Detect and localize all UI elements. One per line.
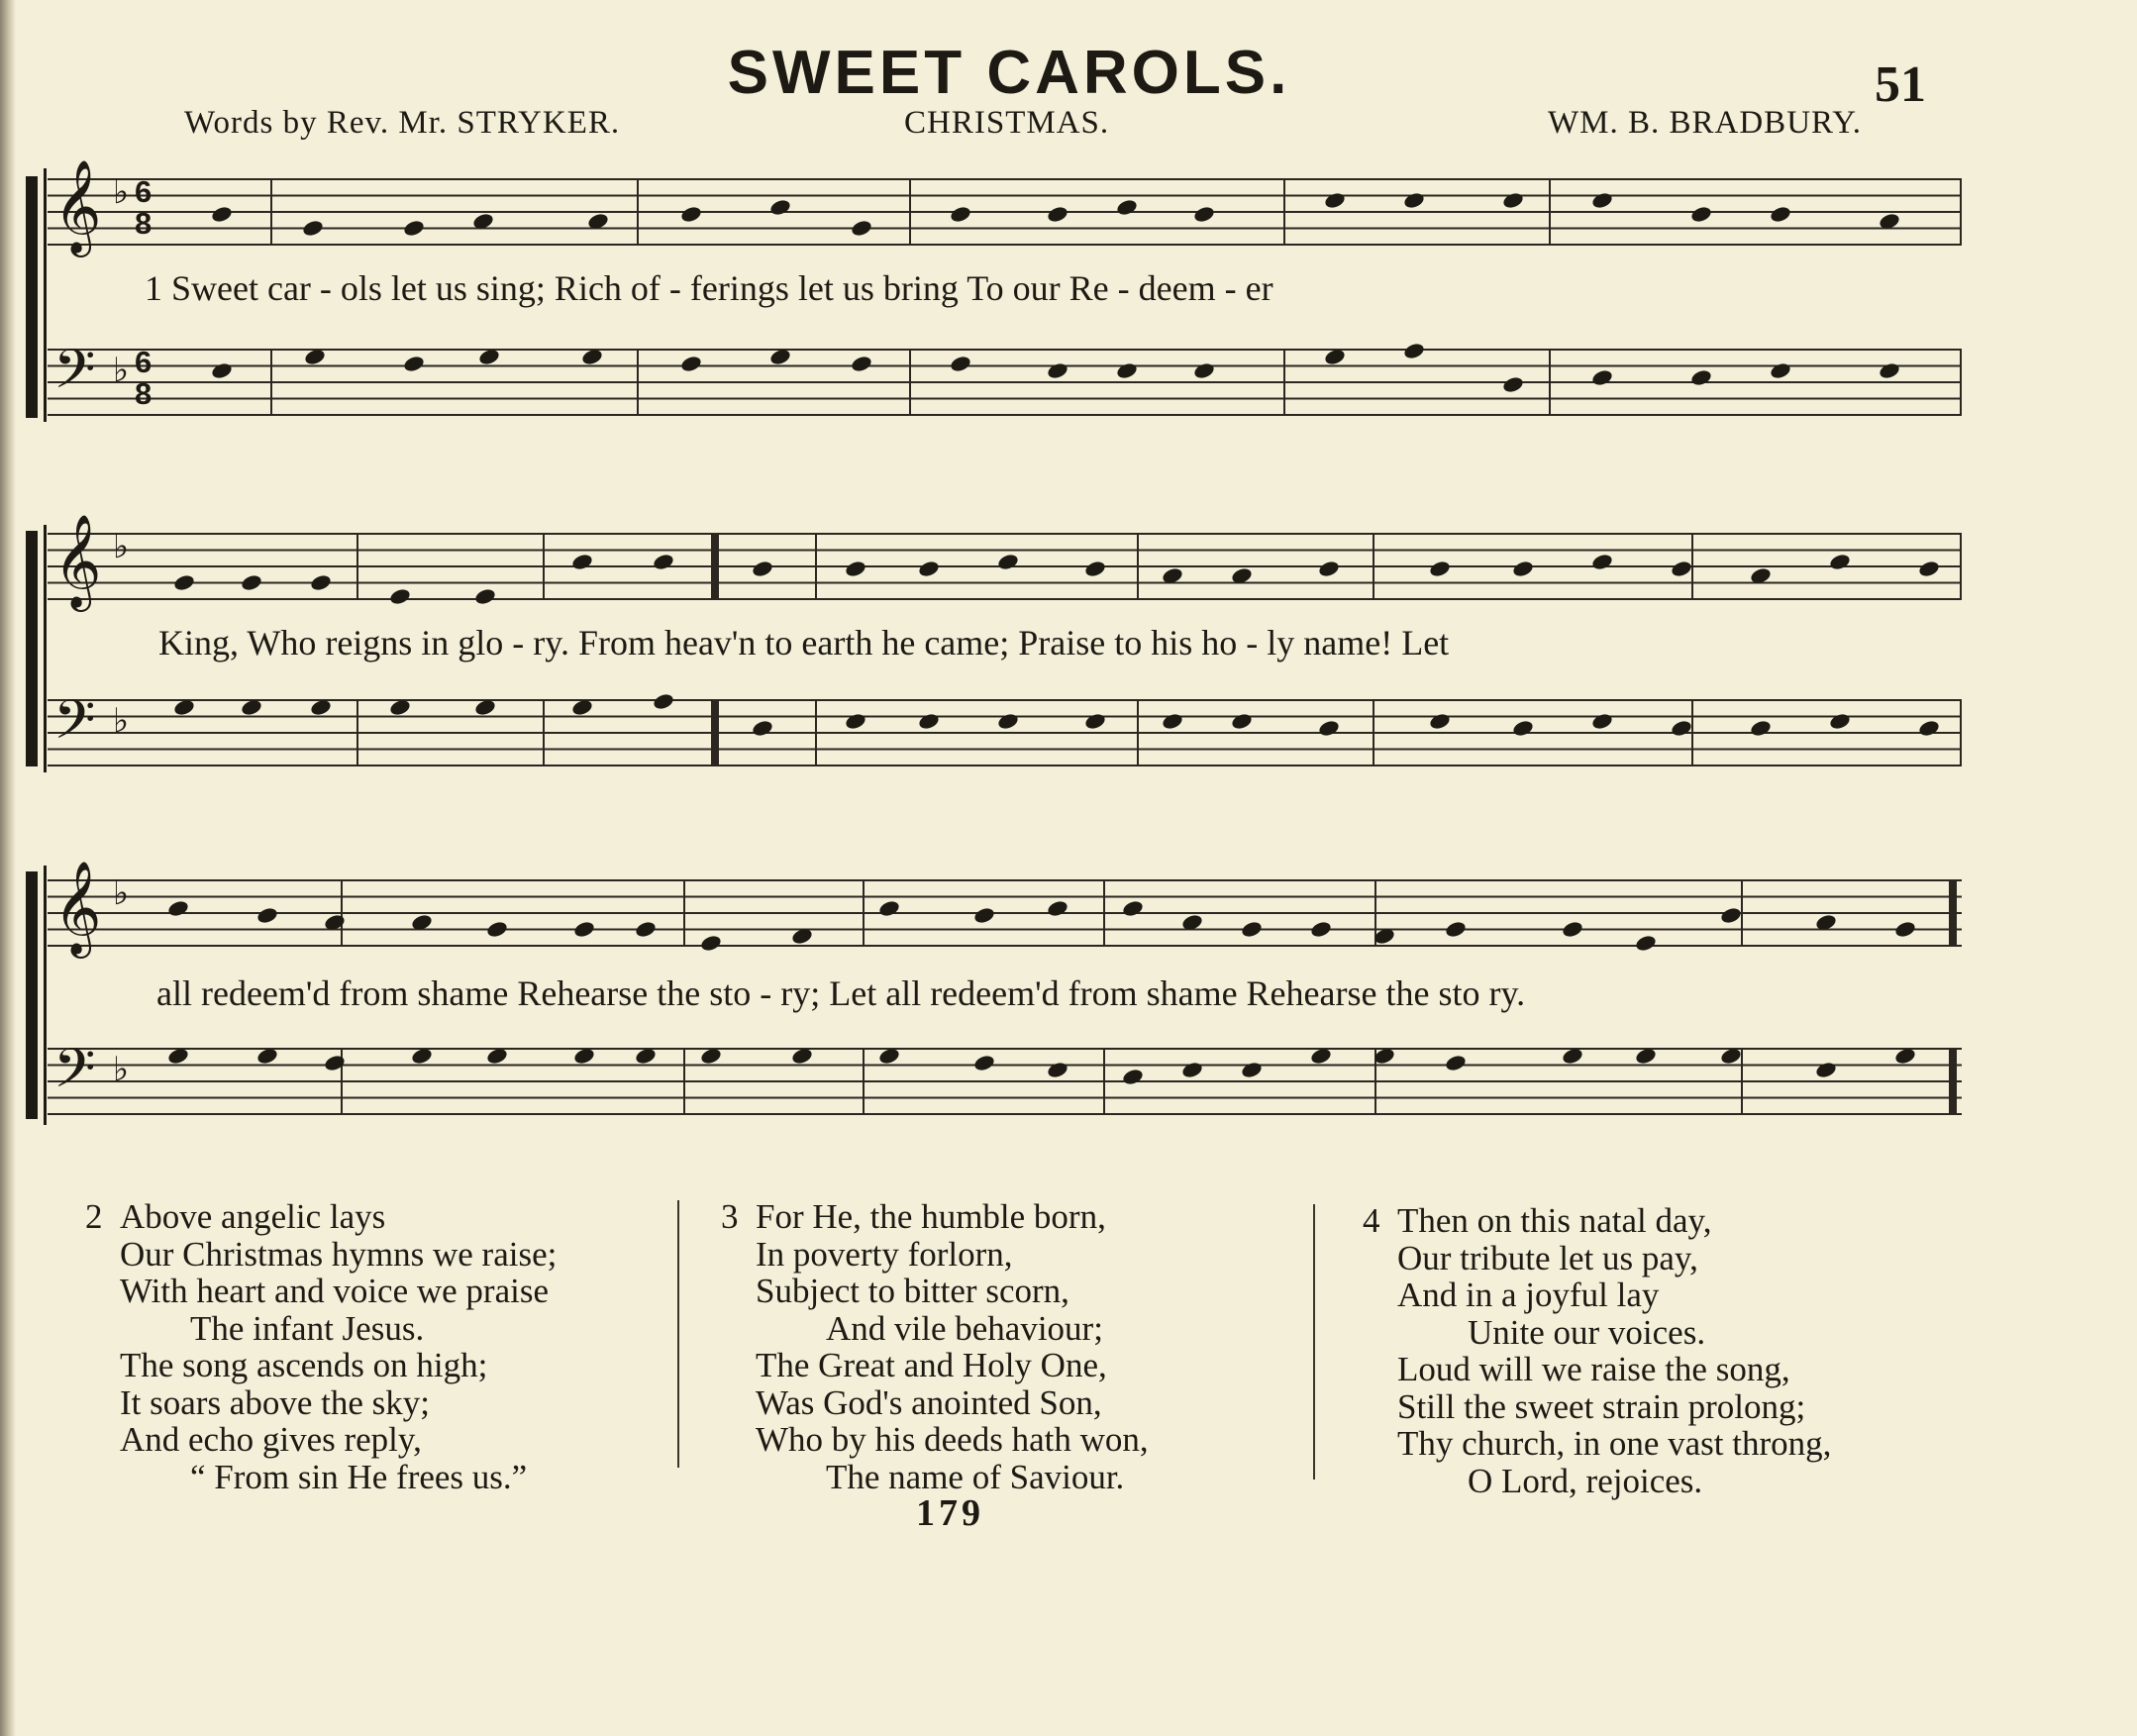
time-signature-bottom: 8 bbox=[135, 206, 153, 241]
verse-line: The Great and Holy One, bbox=[756, 1346, 1107, 1384]
note bbox=[1180, 913, 1203, 933]
note bbox=[1501, 375, 1524, 395]
barline bbox=[683, 1048, 685, 1115]
note bbox=[917, 712, 940, 732]
barline bbox=[1373, 533, 1374, 600]
note bbox=[580, 348, 603, 367]
barline bbox=[1960, 533, 1962, 600]
barline bbox=[1103, 1048, 1105, 1115]
barline bbox=[270, 349, 272, 416]
barline bbox=[1103, 879, 1105, 947]
bass-clef-icon: 𝄢 bbox=[53, 1040, 96, 1112]
verse-line: Who by his deeds hath won, bbox=[756, 1420, 1149, 1459]
note bbox=[1561, 1047, 1583, 1067]
time-signature-top: 6 bbox=[135, 345, 153, 379]
lyric-line: 1 Sweet car - ols let us sing; Rich of - ferings let us bring To our Re - deem - er bbox=[145, 268, 1273, 308]
words-credit: Words by Rev. Mr. STRYKER. bbox=[184, 105, 621, 141]
note bbox=[172, 698, 195, 718]
verse-2 bbox=[85, 1198, 557, 1495]
note bbox=[477, 348, 500, 367]
note bbox=[699, 1047, 722, 1067]
note bbox=[1828, 553, 1851, 572]
note bbox=[850, 219, 872, 239]
time-signature-top: 6 bbox=[135, 174, 153, 209]
note bbox=[410, 913, 433, 933]
note bbox=[996, 712, 1019, 732]
note bbox=[1769, 361, 1791, 381]
flat-icon: ♭ bbox=[113, 875, 130, 912]
time-signature bbox=[135, 176, 152, 240]
note bbox=[1317, 560, 1340, 579]
note bbox=[1428, 560, 1451, 579]
verse-line: Then on this natal day, bbox=[1397, 1201, 1712, 1240]
note bbox=[1878, 212, 1900, 232]
note bbox=[473, 698, 496, 718]
verse-line: The song ascends on high; bbox=[120, 1346, 488, 1384]
note bbox=[1192, 205, 1215, 225]
note bbox=[1749, 566, 1772, 586]
bass-staff bbox=[48, 691, 1962, 766]
note bbox=[1893, 920, 1916, 940]
note bbox=[1689, 205, 1712, 225]
verse-line: And vile behaviour; bbox=[826, 1308, 1103, 1348]
verse-line: Thy church, in one vast throng, bbox=[1397, 1424, 1832, 1463]
note bbox=[1083, 712, 1106, 732]
barline bbox=[1549, 178, 1551, 246]
note bbox=[309, 573, 332, 593]
note bbox=[634, 920, 657, 940]
note bbox=[388, 587, 411, 607]
verse-line: Was God's anointed Son, bbox=[756, 1382, 1102, 1422]
barline bbox=[863, 879, 865, 947]
barline bbox=[1960, 178, 1962, 246]
note bbox=[166, 899, 189, 919]
note bbox=[388, 698, 411, 718]
barline bbox=[1741, 879, 1743, 947]
verse-line: Unite our voices. bbox=[1468, 1312, 1706, 1352]
note bbox=[301, 219, 324, 239]
system-brace bbox=[26, 871, 38, 1119]
bass-clef-icon: 𝄢 bbox=[53, 341, 96, 413]
verse-divider bbox=[1313, 1204, 1315, 1480]
note bbox=[1115, 198, 1138, 218]
system-brace bbox=[26, 176, 38, 418]
note bbox=[485, 1047, 508, 1067]
system-line bbox=[44, 525, 47, 772]
note bbox=[572, 1047, 595, 1067]
note bbox=[572, 920, 595, 940]
note bbox=[473, 587, 496, 607]
page-number: 51 bbox=[1875, 56, 1926, 113]
note bbox=[1719, 1047, 1742, 1067]
note bbox=[949, 355, 971, 374]
note bbox=[303, 348, 326, 367]
note bbox=[790, 1047, 813, 1067]
barline bbox=[1960, 699, 1962, 766]
verse-line: It soars above the sky; bbox=[120, 1382, 430, 1422]
note bbox=[255, 906, 278, 926]
note bbox=[1749, 719, 1772, 739]
barline bbox=[1741, 1048, 1743, 1115]
barline bbox=[909, 349, 911, 416]
note bbox=[699, 934, 722, 954]
verse-number: 3 bbox=[721, 1197, 739, 1236]
note bbox=[1769, 205, 1791, 225]
barline bbox=[909, 178, 911, 246]
note bbox=[1161, 566, 1183, 586]
note bbox=[1511, 719, 1534, 739]
note bbox=[1083, 560, 1106, 579]
note bbox=[1317, 719, 1340, 739]
time-signature-bottom: 8 bbox=[135, 376, 153, 411]
note bbox=[1670, 719, 1692, 739]
treble-staff bbox=[48, 516, 1962, 606]
note bbox=[1323, 191, 1346, 211]
verse-4 bbox=[1363, 1202, 1831, 1499]
verse-line: Our Christmas hymns we raise; bbox=[120, 1234, 558, 1274]
system-line bbox=[44, 866, 47, 1125]
note bbox=[751, 560, 773, 579]
verse-line: In poverty forlorn, bbox=[756, 1234, 1013, 1274]
note bbox=[1917, 560, 1940, 579]
note bbox=[768, 198, 791, 218]
barline bbox=[1283, 349, 1285, 416]
flat-icon: ♭ bbox=[113, 1052, 130, 1088]
verse-divider bbox=[677, 1200, 679, 1468]
note bbox=[570, 698, 593, 718]
note bbox=[1719, 906, 1742, 926]
note bbox=[1828, 712, 1851, 732]
treble-staff bbox=[48, 161, 1962, 252]
final-barline bbox=[1949, 879, 1957, 947]
double-barline bbox=[711, 699, 719, 766]
verse-line: And echo gives reply, bbox=[120, 1420, 422, 1459]
barline bbox=[683, 879, 685, 947]
verse-line: Still the sweet strain prolong; bbox=[1397, 1386, 1806, 1426]
verse-line: Loud will we raise the song, bbox=[1397, 1350, 1790, 1388]
note bbox=[1590, 191, 1613, 211]
system-brace bbox=[26, 531, 38, 766]
note bbox=[410, 1047, 433, 1067]
note bbox=[1046, 205, 1068, 225]
verse-line: With heart and voice we praise bbox=[120, 1272, 549, 1310]
note bbox=[1192, 361, 1215, 381]
note bbox=[1561, 920, 1583, 940]
note bbox=[1046, 1061, 1068, 1080]
note bbox=[1444, 920, 1467, 940]
flat-icon: ♭ bbox=[113, 174, 130, 211]
note bbox=[972, 906, 995, 926]
note bbox=[634, 1047, 657, 1067]
note bbox=[172, 573, 195, 593]
note bbox=[1917, 719, 1940, 739]
note bbox=[1444, 1054, 1467, 1073]
barline bbox=[637, 178, 639, 246]
note bbox=[1402, 342, 1425, 361]
verse-line: Subject to bitter scorn, bbox=[756, 1272, 1069, 1310]
note bbox=[586, 212, 609, 232]
note bbox=[844, 712, 866, 732]
verse-line: The name of Saviour. bbox=[826, 1457, 1125, 1496]
note bbox=[1634, 934, 1657, 954]
note bbox=[1046, 361, 1068, 381]
note bbox=[1893, 1047, 1916, 1067]
note bbox=[323, 1054, 346, 1073]
note bbox=[790, 927, 813, 947]
verse-line: Above angelic lays bbox=[120, 1197, 386, 1236]
note bbox=[652, 553, 674, 572]
double-barline bbox=[711, 533, 719, 600]
verse-line: “ From sin He frees us.” bbox=[190, 1457, 528, 1496]
note bbox=[210, 361, 233, 381]
barline bbox=[1691, 533, 1693, 600]
composer-credit: WM. B. BRADBURY. bbox=[1548, 105, 1863, 141]
note bbox=[485, 920, 508, 940]
barline bbox=[637, 349, 639, 416]
barline bbox=[1549, 349, 1551, 416]
note bbox=[309, 698, 332, 718]
barline bbox=[1137, 533, 1139, 600]
note bbox=[768, 348, 791, 367]
note bbox=[1590, 712, 1613, 732]
note bbox=[1689, 368, 1712, 388]
note bbox=[1121, 899, 1144, 919]
note bbox=[1180, 1061, 1203, 1080]
barline bbox=[1960, 349, 1962, 416]
note bbox=[1230, 712, 1253, 732]
note bbox=[1309, 920, 1332, 940]
note bbox=[1115, 361, 1138, 381]
note bbox=[877, 899, 900, 919]
lyric-line: King, Who reigns in glo - ry. From heav'n to earth he came; Praise to his ho - ly name! Let bbox=[158, 623, 1450, 663]
note bbox=[1814, 913, 1837, 933]
note bbox=[996, 553, 1019, 572]
note bbox=[1814, 1061, 1837, 1080]
note bbox=[1670, 560, 1692, 579]
note bbox=[240, 698, 262, 718]
note bbox=[402, 219, 425, 239]
barline bbox=[270, 178, 272, 246]
note bbox=[1590, 553, 1613, 572]
bass-staff bbox=[48, 341, 1962, 416]
note bbox=[240, 573, 262, 593]
note bbox=[255, 1047, 278, 1067]
note bbox=[1511, 560, 1534, 579]
treble-staff bbox=[48, 863, 1962, 953]
final-barline bbox=[1949, 1048, 1957, 1115]
note bbox=[1230, 566, 1253, 586]
note bbox=[210, 205, 233, 225]
verse-line: And in a joyful lay bbox=[1397, 1276, 1660, 1314]
treble-clef-icon: 𝄞 bbox=[53, 161, 102, 252]
flat-icon: ♭ bbox=[113, 529, 130, 565]
hymn-title: SWEET CAROLS. bbox=[727, 39, 1291, 107]
note bbox=[1878, 361, 1900, 381]
note bbox=[402, 355, 425, 374]
barline bbox=[356, 699, 358, 766]
note bbox=[917, 560, 940, 579]
time-signature bbox=[135, 347, 152, 410]
footer-page-number: 179 bbox=[916, 1492, 984, 1534]
note bbox=[972, 1054, 995, 1073]
note bbox=[1590, 368, 1613, 388]
barline bbox=[341, 879, 343, 947]
note bbox=[1046, 899, 1068, 919]
barline bbox=[1373, 699, 1374, 766]
barline bbox=[543, 533, 545, 600]
verse-3 bbox=[721, 1198, 1149, 1495]
verse-line: O Lord, rejoices. bbox=[1468, 1461, 1703, 1500]
note bbox=[652, 692, 674, 712]
verse-line: Our tribute let us pay, bbox=[1397, 1238, 1698, 1277]
flat-icon: ♭ bbox=[113, 703, 130, 740]
bass-clef-icon: 𝄢 bbox=[53, 691, 96, 764]
barline bbox=[863, 1048, 865, 1115]
barline bbox=[1137, 699, 1139, 766]
bass-staff bbox=[48, 1040, 1962, 1115]
note bbox=[1121, 1068, 1144, 1087]
note bbox=[1240, 920, 1263, 940]
note bbox=[1428, 712, 1451, 732]
note bbox=[1634, 1047, 1657, 1067]
system-line bbox=[44, 168, 47, 422]
note bbox=[844, 560, 866, 579]
barline bbox=[1691, 699, 1693, 766]
note bbox=[1309, 1047, 1332, 1067]
note bbox=[1323, 348, 1346, 367]
barline bbox=[1283, 178, 1285, 246]
note bbox=[1501, 191, 1524, 211]
note bbox=[877, 1047, 900, 1067]
barline bbox=[815, 699, 817, 766]
verse-number: 2 bbox=[85, 1197, 103, 1236]
note bbox=[679, 205, 702, 225]
note bbox=[949, 205, 971, 225]
verse-line: For He, the humble born, bbox=[756, 1197, 1106, 1236]
note bbox=[1240, 1061, 1263, 1080]
page-edge bbox=[0, 0, 16, 1736]
note bbox=[323, 913, 346, 933]
verse-line: The infant Jesus. bbox=[190, 1308, 425, 1348]
tune-name: CHRISTMAS. bbox=[904, 105, 1110, 141]
note bbox=[166, 1047, 189, 1067]
note bbox=[471, 212, 494, 232]
barline bbox=[356, 533, 358, 600]
treble-clef-icon: 𝄞 bbox=[53, 863, 102, 953]
treble-clef-icon: 𝄞 bbox=[53, 516, 102, 606]
note bbox=[679, 355, 702, 374]
note bbox=[1402, 191, 1425, 211]
flat-icon: ♭ bbox=[113, 353, 130, 389]
note bbox=[1161, 712, 1183, 732]
verse-number: 4 bbox=[1363, 1201, 1380, 1240]
barline bbox=[815, 533, 817, 600]
note bbox=[570, 553, 593, 572]
note bbox=[751, 719, 773, 739]
lyric-line: all redeem'd from shame Rehearse the sto - ry; Let all redeem'd from shame Rehearse the sto ry. bbox=[156, 973, 1526, 1013]
note bbox=[850, 355, 872, 374]
barline bbox=[543, 699, 545, 766]
